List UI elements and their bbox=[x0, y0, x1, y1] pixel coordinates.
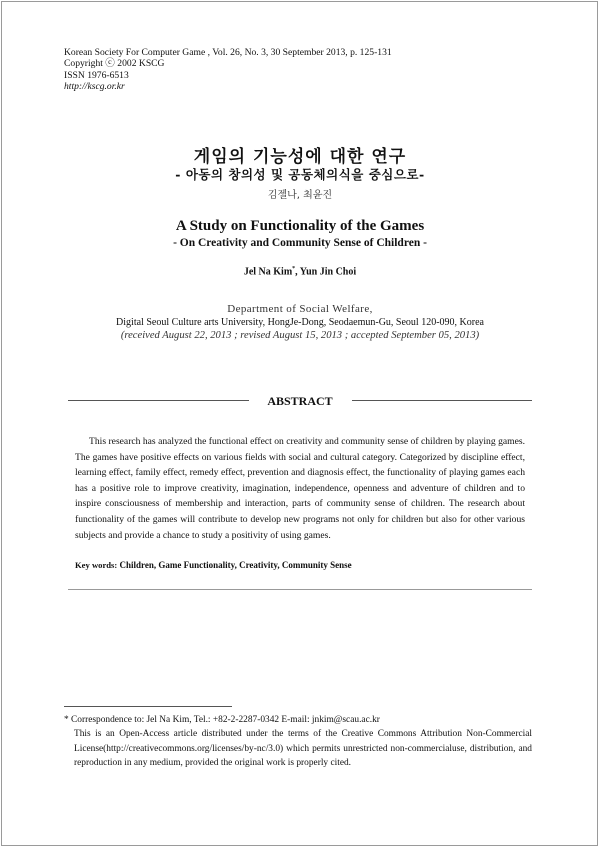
korean-title: 게임의 기능성에 대한 연구 bbox=[193, 147, 407, 167]
footnote-rule bbox=[64, 706, 232, 707]
abstract-heading: ABSTRACT bbox=[267, 394, 333, 408]
address: Digital Seoul Culture arts University, HongJe-Dong, Seodaemun-Gu, Seoul 120-090, Korea bbox=[116, 317, 484, 328]
journal-copyright: Copyright ⓒ 2002 KSCG bbox=[64, 58, 165, 70]
keywords-rule bbox=[68, 589, 532, 590]
author-2: , Yun Jin Choi bbox=[295, 266, 357, 278]
english-subtitle: - On Creativity and Community Sense of Children - bbox=[173, 237, 427, 249]
korean-authors: 김젤나, 최윤진 bbox=[267, 190, 333, 201]
korean-subtitle: - 아동의 창의성 및 공동체의식을 중심으로- bbox=[175, 167, 425, 182]
correspondence: * Correspondence to: Jel Na Kim, Tel.: +82-2-2287-0342 E-mail: jnkim@scau.ac.kr bbox=[64, 715, 380, 725]
keywords bbox=[75, 560, 352, 570]
department: Department of Social Welfare, bbox=[227, 303, 373, 315]
abstract-body bbox=[75, 434, 525, 543]
journal-citation: Korean Society For Computer Game , Vol. 26, No. 3, 30 September 2013, p. 125-131 bbox=[64, 47, 392, 58]
abstract-rule-right bbox=[352, 400, 532, 401]
english-authors bbox=[0, 266, 600, 277]
corresponding-mark: * bbox=[292, 266, 296, 272]
abstract-text: This research has analyzed the functional effect on creativity and community sense of children by playing games. The games have positive effects on various fields with social and cultural category. Categorized by discipline effect, learning effect, family effect, remedy effect, prevention and diagnosis effect, the functionality of playing games each has a positive role to improve creativity, imagination, independence, openness and adventure of children and to inspire consciousness of membership and interaction, parts of community sense of children. The research about functionality of the games will contribute to develop new programs not only for children but also for other various subjects and provide a chance to study a positivity of using games. bbox=[75, 436, 525, 541]
received-dates: (received August 22, 2013 ; revised August 15, 2013 ; accepted September 05, 2013) bbox=[120, 330, 480, 341]
keywords-label: Key words: bbox=[75, 560, 118, 570]
keywords-list: Children, Game Functionality, Creativity, Community Sense bbox=[119, 560, 352, 570]
journal-url[interactable]: http://kscg.or.kr bbox=[64, 81, 125, 93]
license-notice: This is an Open-Access article distributed under the terms of the Creative Commons Attribution Non-Commercial License(http://creativecommons.org/licenses/by-nc/3.0) which permits unrestricted non-commercialuse, distribution, and reproduction in any medium, provided the original work is properly cited. bbox=[74, 729, 532, 768]
english-title: A Study on Functionality of the Games bbox=[175, 218, 425, 234]
footnote bbox=[64, 713, 532, 770]
journal-issn: ISSN 1976-6513 bbox=[64, 69, 129, 81]
author-1: Jel Na Kim bbox=[243, 266, 293, 278]
journal-header bbox=[64, 47, 392, 93]
